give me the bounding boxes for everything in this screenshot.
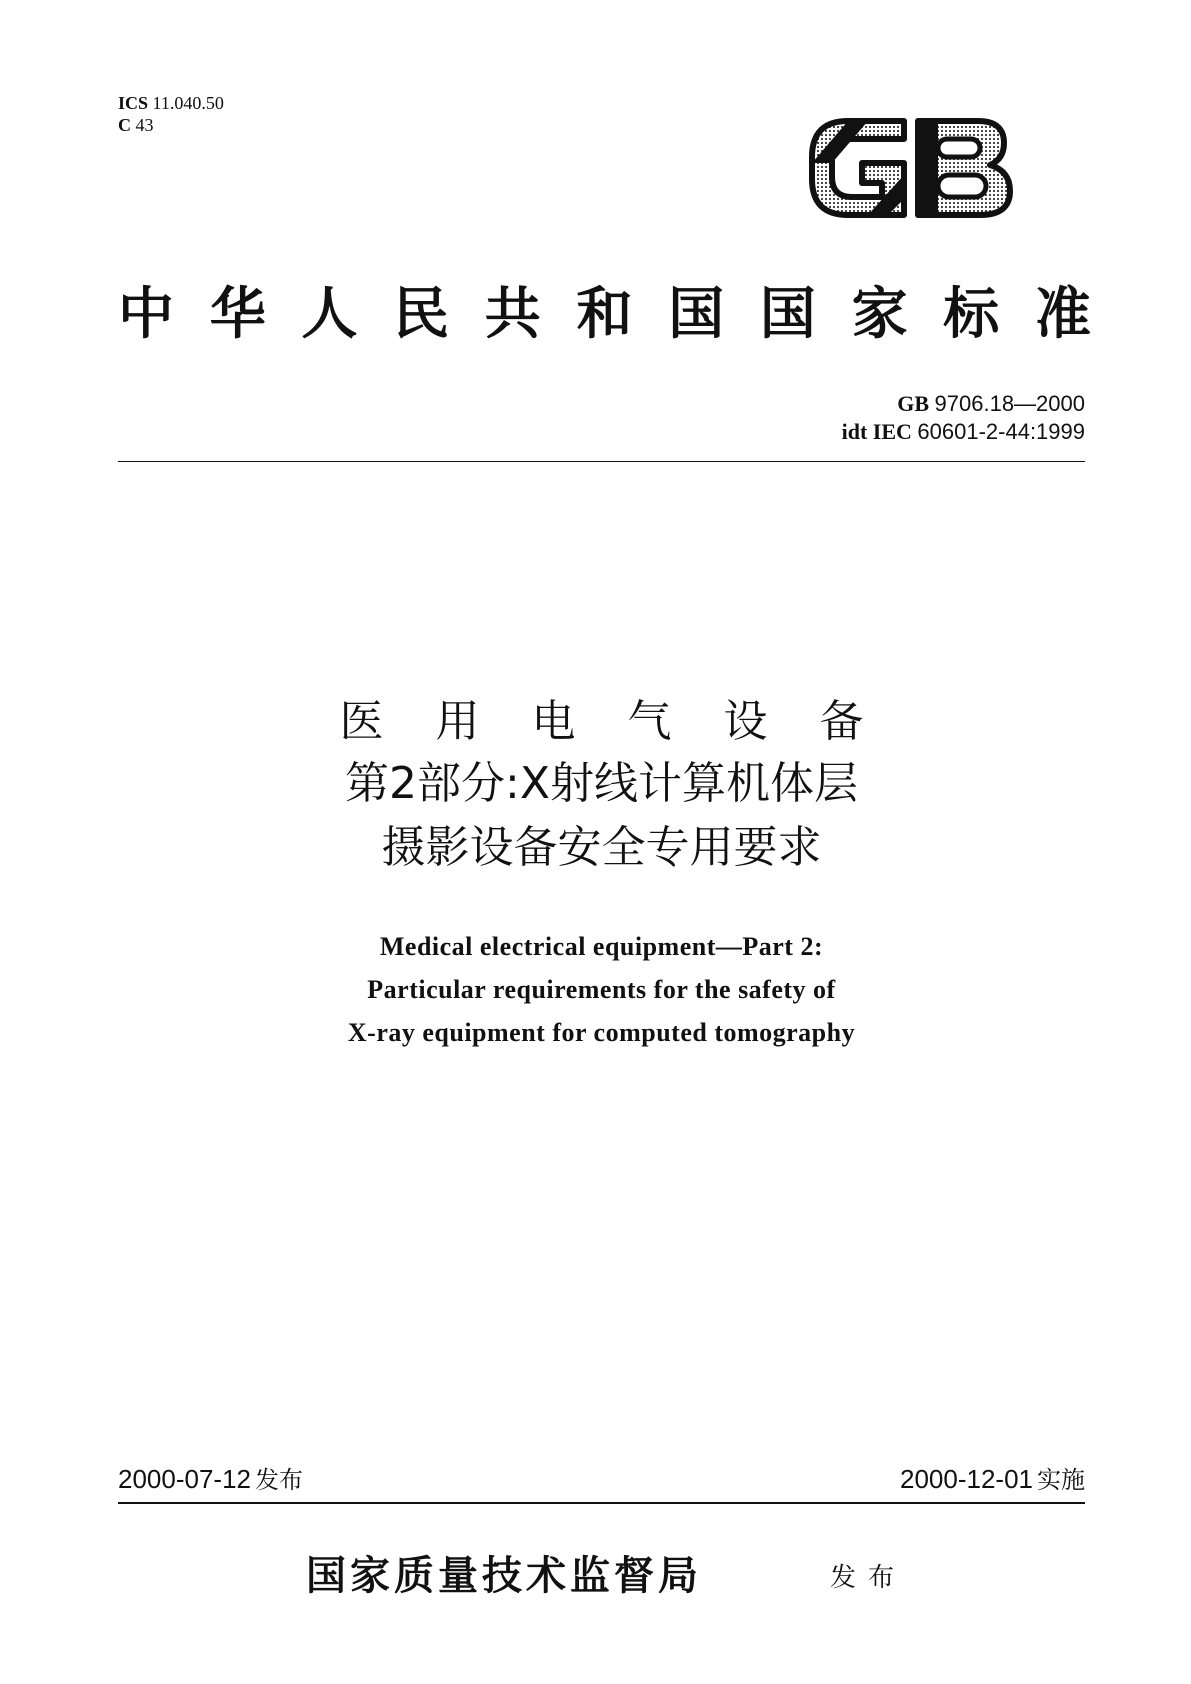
issue-date-block — [118, 1462, 303, 1497]
chinese-title-line-2: 第2部分:X射线计算机体层 — [345, 758, 858, 809]
standard-code-block — [842, 390, 1085, 446]
gb-label: GB — [897, 391, 930, 416]
national-standard-title: 中华人民共和国国家标准 — [118, 281, 1093, 347]
ccs-line — [118, 114, 224, 136]
ics-line — [118, 92, 224, 114]
publisher-name: 国家质量技术监督局 — [306, 1552, 702, 1599]
ccs-code: 43 — [135, 115, 154, 135]
ccs-label: C — [118, 115, 131, 135]
idt-label: idt IEC — [841, 419, 912, 444]
chinese-title-line-1: 医用电气设备 — [339, 696, 916, 747]
classification-block — [118, 92, 224, 136]
idt-number: 60601-2-44:1999 — [917, 419, 1085, 444]
bottom-divider — [118, 1502, 1085, 1504]
issue-date: 2000-07-12 — [118, 1464, 251, 1494]
publisher-action: 发布 — [830, 1563, 907, 1593]
top-divider — [118, 461, 1085, 462]
english-title-line-1: Medical electrical equipment—Part 2: — [379, 932, 824, 961]
english-title-line-3: X-ray equipment for computed tomography — [347, 1018, 856, 1047]
implement-date-block — [900, 1462, 1085, 1497]
gb-number: 9706.18—2000 — [934, 391, 1085, 416]
english-title-line-2: Particular requirements for the safety of — [367, 975, 836, 1004]
issue-suffix: 发布 — [255, 1466, 303, 1494]
ics-code: 11.040.50 — [152, 93, 224, 113]
chinese-title-line-3: 摄影设备安全专用要求 — [381, 822, 822, 873]
gb-logo — [808, 113, 1016, 223]
implement-date: 2000-12-01 — [900, 1464, 1033, 1494]
gb-code-line — [842, 390, 1085, 418]
ics-label: ICS — [118, 93, 149, 113]
idt-code-line — [842, 418, 1085, 446]
implement-suffix: 实施 — [1037, 1466, 1085, 1494]
